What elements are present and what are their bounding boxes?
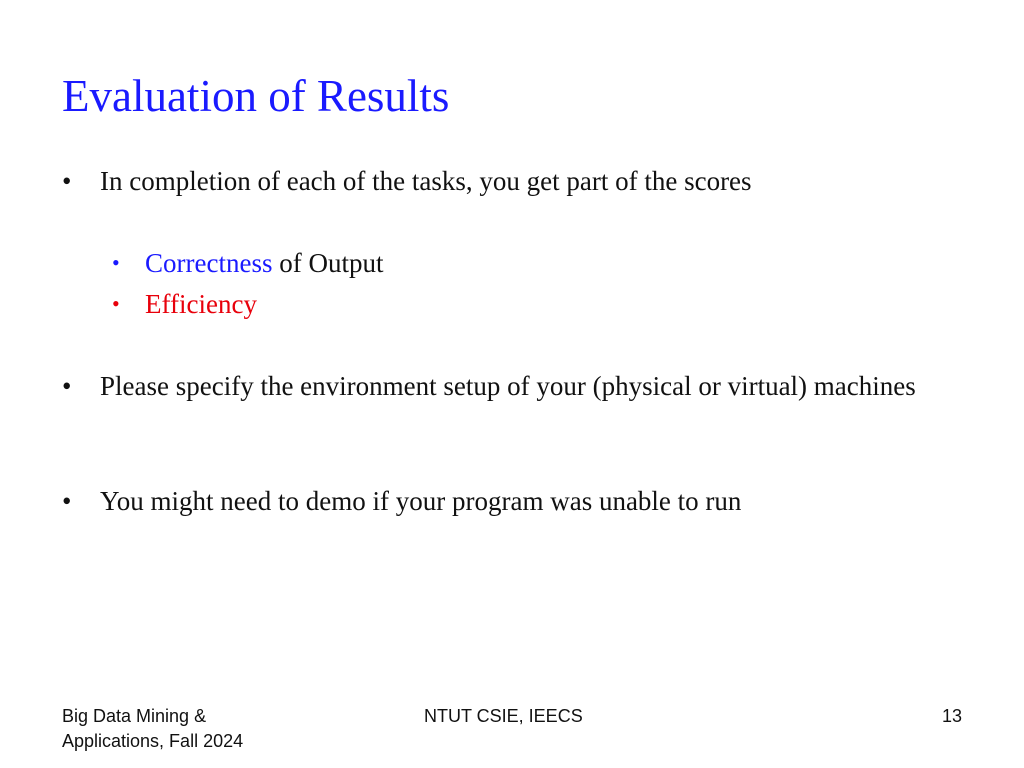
bullet-text: Please specify the environment setup of your (physical or virtual) machines [100, 371, 916, 401]
footer-course-name [62, 704, 292, 754]
slide-title: Evaluation of Results [62, 71, 450, 121]
bullet-text: In completion of each of the tasks, you get part of the scores [100, 166, 752, 196]
footer-course-line1: Big Data Mining & [62, 706, 207, 726]
footer-page-number: 13 [941, 706, 962, 726]
bullet-item-environment [62, 369, 940, 403]
sub-bullet-text [145, 246, 383, 280]
bullet-item-completion [62, 164, 940, 198]
sub-bullet-text [145, 287, 257, 321]
bullet-dot-icon: • [62, 371, 72, 401]
sub-bullet-dot-icon: • [112, 250, 120, 275]
footer-course-line2: Applications, Fall 2024 [62, 731, 244, 751]
sub-bullet-highlight: Efficiency [145, 289, 257, 319]
slide-body [62, 0, 962, 640]
sub-bullet-dot-icon: • [112, 291, 120, 316]
bullet-item-demo [62, 484, 940, 518]
sub-bullet-correctness [112, 246, 383, 280]
sub-bullet-efficiency [112, 287, 257, 321]
bullet-dot-icon: • [62, 486, 72, 516]
bullet-text: You might need to demo if your program was unable to run [100, 486, 742, 516]
footer-institution: NTUT CSIE, IEECS [424, 706, 583, 726]
bullet-dot-icon: • [62, 166, 72, 196]
sub-bullet-rest: of Output [272, 248, 384, 278]
sub-bullet-highlight: Correctness [145, 248, 273, 278]
